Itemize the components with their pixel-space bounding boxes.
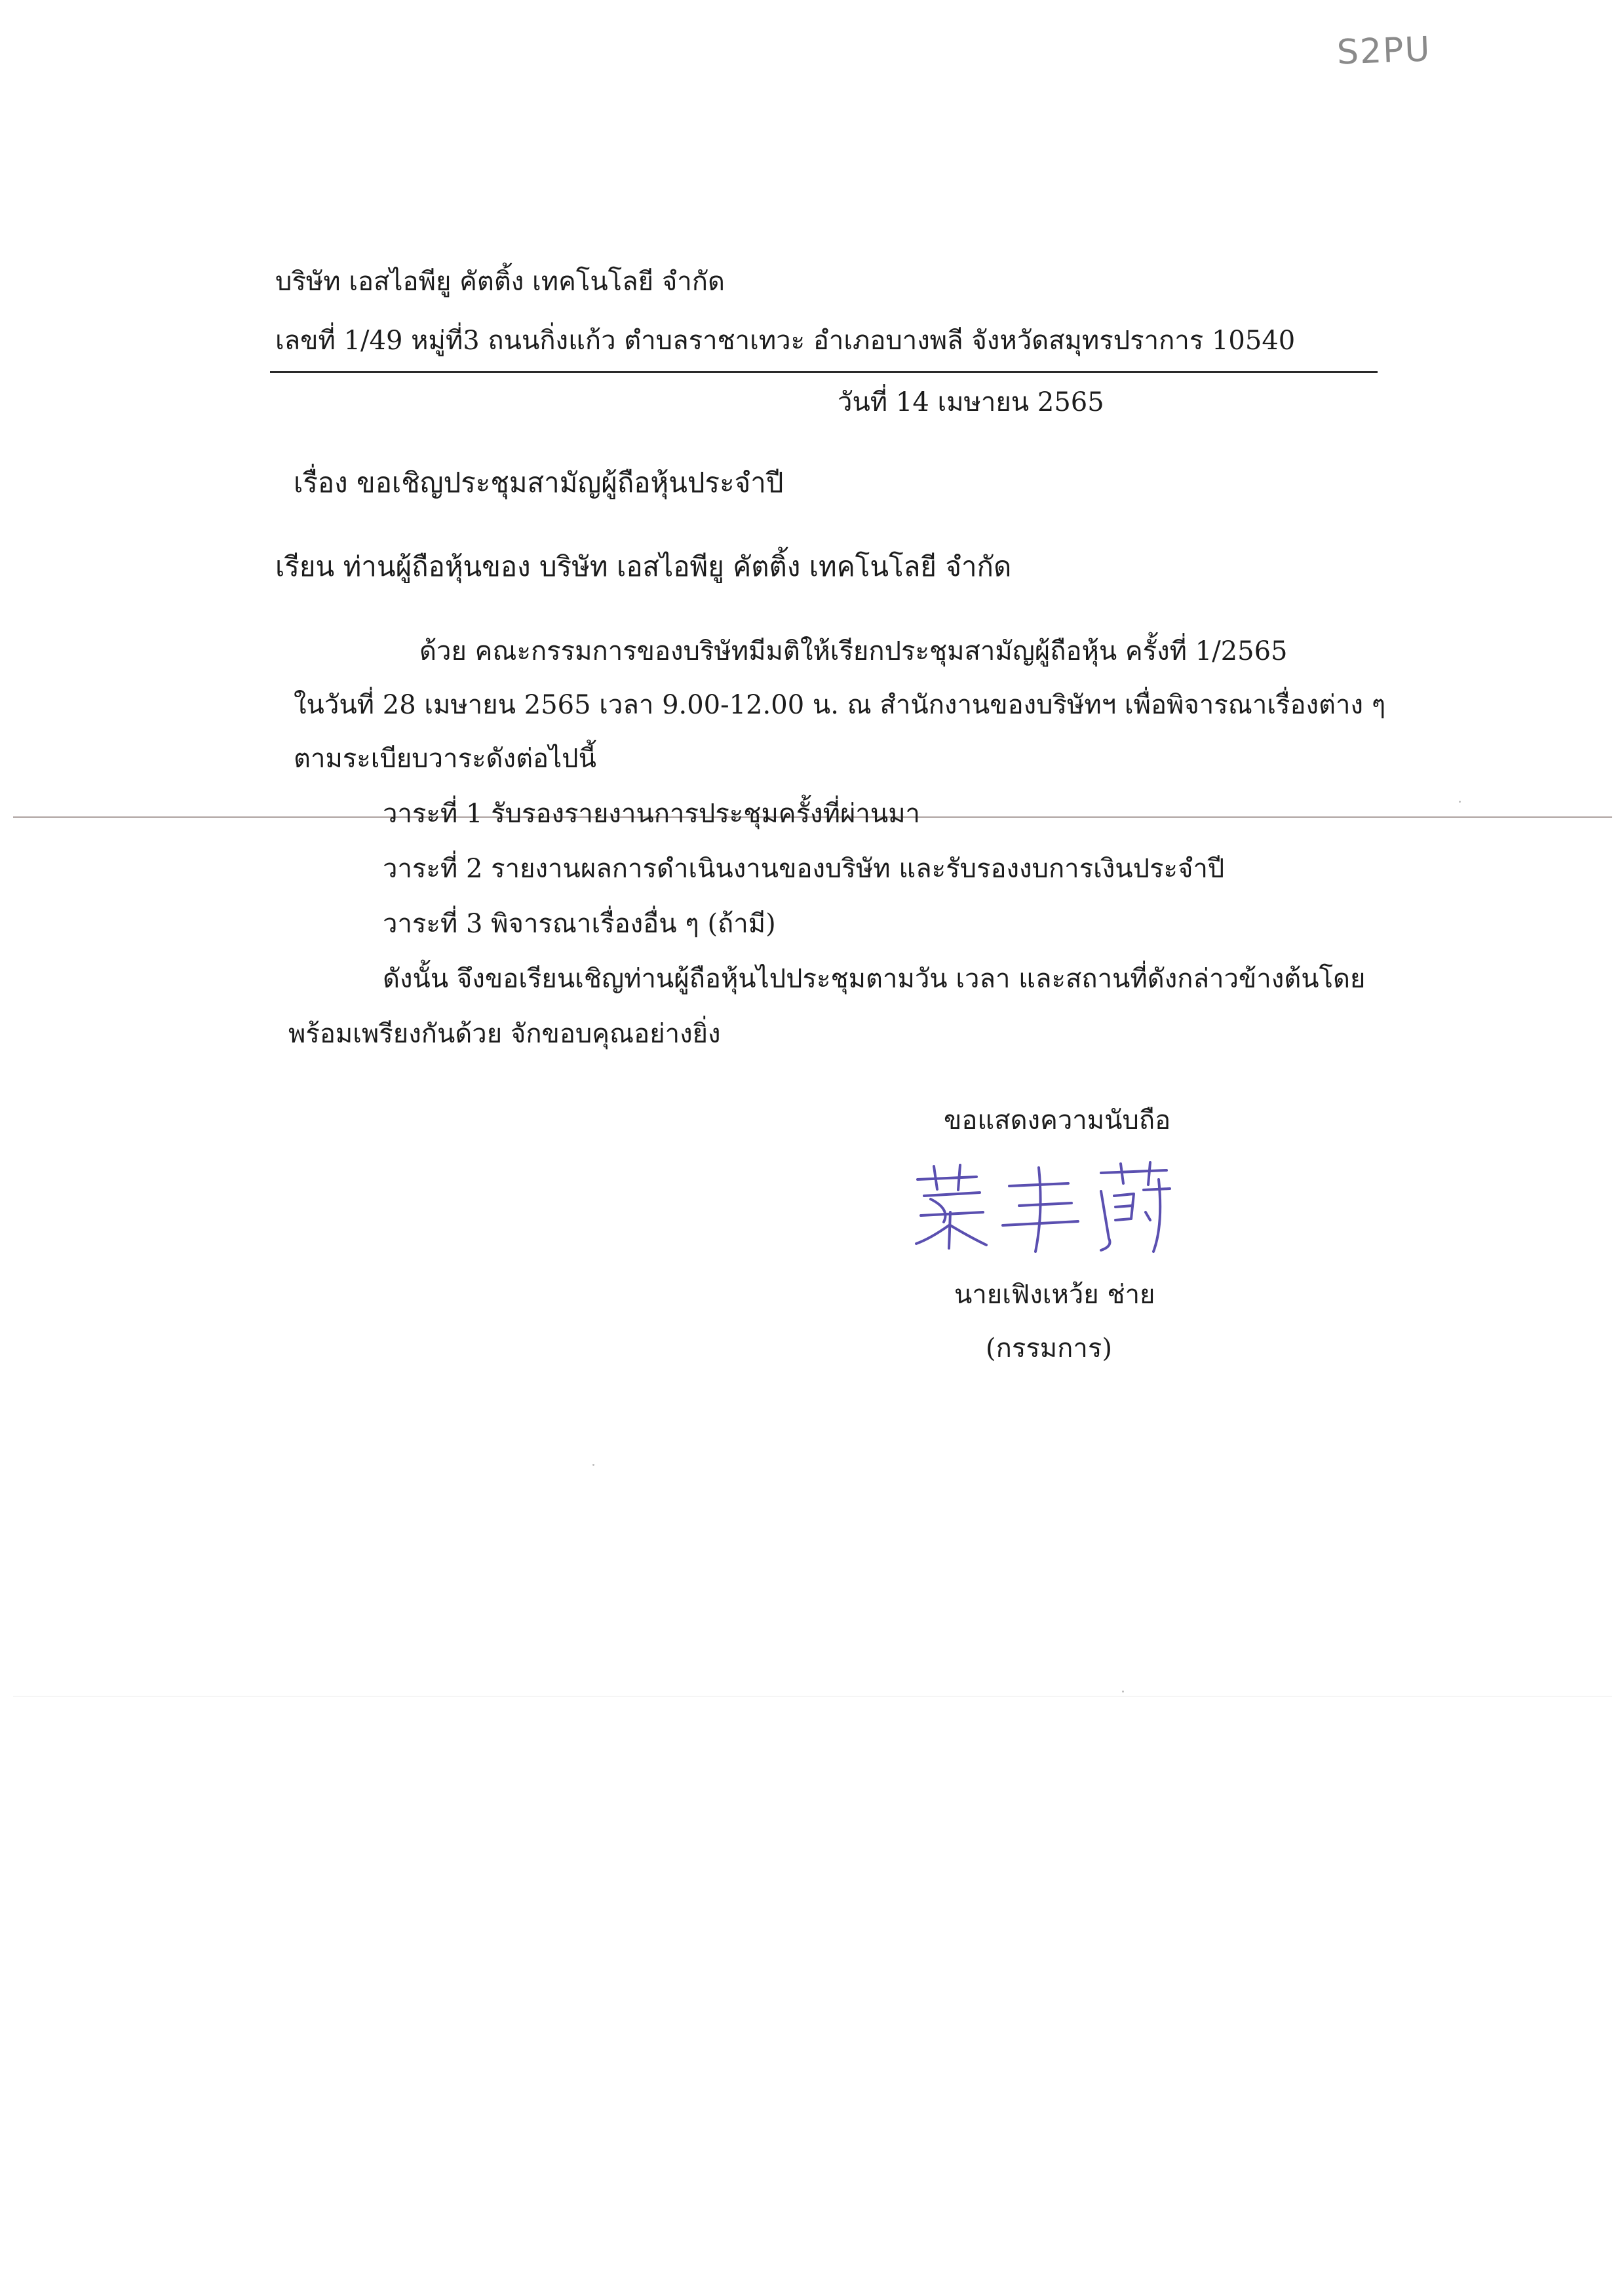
signatory-name: นายเฟิงเหว้ย ช่าย: [954, 1280, 1155, 1310]
body-line-2: ในวันที่ 28 เมษายน 2565 เวลา 9.00-12.00 น. ณ สำนักงานของบริษัทฯ เพื่อพิจารณาเรื่องต่าง ๆ: [294, 690, 1386, 720]
closing-line-2: พร้อมเพรียงกันด้วย จักขอบคุณอย่างยิ่ง: [288, 1019, 721, 1049]
body-line-3: ตามระเบียบวาระดังต่อไปนี้: [294, 744, 596, 774]
scan-speck: [1122, 1691, 1124, 1693]
scan-speck: [592, 1464, 594, 1466]
signature-handwritten: [904, 1160, 1180, 1258]
body-line-1: ด้วย คณะกรรมการของบริษัทมีมติให้เรียกประชุมสามัญผู้ถือหุ้น ครั้งที่ 1/2565: [419, 636, 1288, 666]
corner-handwritten-note: S2PU: [1336, 29, 1432, 73]
closing-line-1: ดังนั้น จึงขอเรียนเชิญท่านผู้ถือหุ้นไปประชุมตามวัน เวลา และสถานที่ดังกล่าวข้างต้นโดย: [383, 964, 1366, 994]
company-name: บริษัท เอสไอพียู คัตติ้ง เทคโนโลยี จำกัด: [275, 267, 725, 297]
regards-text: ขอแสดงความนับถือ: [944, 1105, 1171, 1136]
agenda-item-2: วาระที่ 2 รายงานผลการดำเนินงานของบริษัท และรับรองงบการเงินประจำปี: [383, 854, 1225, 884]
letter-subject: เรื่อง ขอเชิญประชุมสามัญผู้ถือหุ้นประจำปี: [294, 467, 784, 499]
letter-recipient: เรียน ท่านผู้ถือหุ้นของ บริษัท เอสไอพียู คัตติ้ง เทคโนโลยี จำกัด: [275, 550, 1012, 583]
agenda-item-1: วาระที่ 1 รับรองรายงานการประชุมครั้งที่ผ่านมา: [383, 799, 921, 829]
header-divider: [270, 371, 1378, 373]
signatory-title: (กรรมการ): [986, 1333, 1112, 1364]
scan-speck: [1459, 801, 1461, 803]
agenda-item-3: วาระที่ 3 พิจารณาเรื่องอื่น ๆ (ถ้ามี): [383, 909, 776, 939]
company-address: เลขที่ 1/49 หมู่ที่3 ถนนกิ่งแก้ว ตำบลราชาเทวะ อำเภอบางพลี จังหวัดสมุทรปราการ 10540: [275, 326, 1296, 356]
letter-date: วันที่ 14 เมษายน 2565: [838, 387, 1104, 417]
